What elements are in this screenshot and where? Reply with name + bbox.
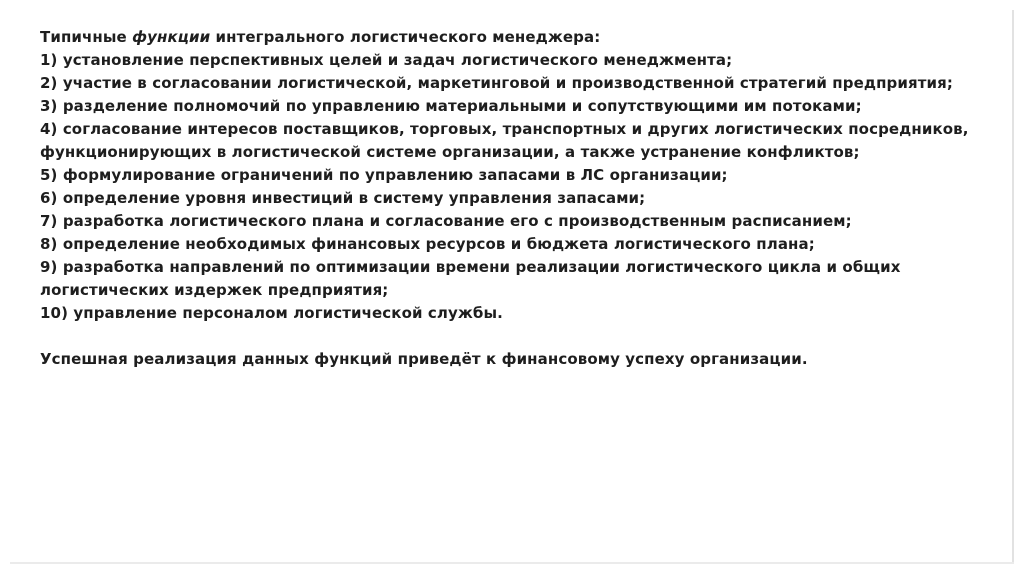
slide-text (40, 26, 970, 371)
slide-edge-right (1012, 10, 1014, 564)
function-item-1: 1) установление перспективных целей и задач логистического менеджмента; (40, 51, 733, 69)
function-item-2: 2) участие в согласовании логистической, маркетинговой и производственной стратегий предприятия; (40, 74, 953, 92)
heading-emphasis: функции (132, 28, 211, 46)
function-list (40, 49, 970, 325)
function-item-9: 9) разработка направлений по оптимизации времени реализации логистического цикла и общих логистических издержек предприятия; (40, 258, 901, 299)
function-item-6: 6) определение уровня инвестиций в систему управления запасами; (40, 189, 646, 207)
heading-suffix: интегрального логистического менеджера: (210, 28, 601, 46)
function-item-5: 5) формулирование ограничений по управлению запасами в ЛС организации; (40, 166, 728, 184)
slide-edge-bottom (10, 562, 1014, 564)
heading-prefix: Типичные (40, 28, 133, 46)
conclusion: Успешная реализация данных функций приведёт к финансовому успеху организации. (40, 350, 808, 368)
function-item-7: 7) разработка логистического плана и согласование его с производственным расписанием; (40, 212, 852, 230)
function-item-3: 3) разделение полномочий по управлению материальными и сопутствующими им потоками; (40, 97, 862, 115)
heading (40, 26, 970, 49)
function-item-10: 10) управление персоналом логистической службы. (40, 304, 503, 322)
function-item-8: 8) определение необходимых финансовых ресурсов и бюджета логистического плана; (40, 235, 815, 253)
function-item-4: 4) согласование интересов поставщиков, торговых, транспортных и других логистических посредников, функционирующих в логистической системе организации, а также устранение конфликтов; (40, 120, 969, 161)
